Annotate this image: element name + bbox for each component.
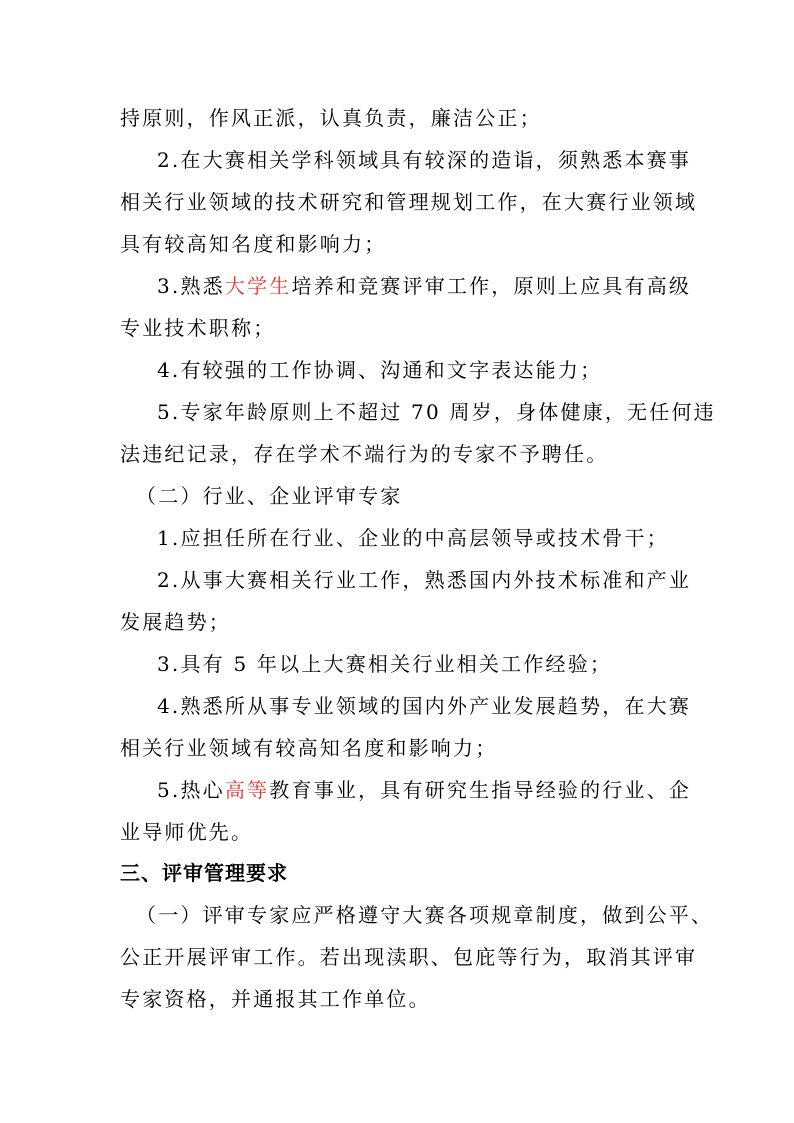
paragraph-line: 持原则，作风正派，认真负责，廉洁公正；: [120, 106, 542, 130]
paragraph-line: 4.有较强的工作协调、沟通和文字表达能力；: [157, 358, 603, 382]
paragraph-line: 专业技术职称；: [120, 316, 276, 340]
paragraph-line: 业导师优先。: [120, 820, 254, 844]
paragraph-line: 相关行业领域的技术研究和管理规划工作，在大赛行业领域: [120, 190, 698, 214]
section-heading: 三、评审管理要求: [120, 861, 288, 885]
section-subheading: （二）行业、企业评审专家: [136, 484, 403, 508]
paragraph-line: （一）评审专家应严格遵守大赛各项规章制度，做到公平、: [136, 903, 714, 927]
paragraph-line-highlighted: [157, 272, 691, 300]
paragraph-line: 5.专家年龄原则上不超过 70 周岁，身体健康，无任何违: [157, 400, 716, 424]
paragraph-line: 专家资格，并通报其工作单位。: [120, 987, 431, 1011]
line-text-pre: 3.熟悉: [157, 274, 225, 298]
paragraph-line: 具有较高知名度和影响力；: [120, 232, 387, 256]
paragraph-line-highlighted: [157, 776, 691, 804]
paragraph-line: 公正开展评审工作。若出现渎职、包庇等行为，取消其评审: [120, 945, 698, 969]
highlighted-text: 高等: [224, 778, 270, 802]
highlighted-text: 大学生: [224, 274, 292, 298]
paragraph-line: 2.在大赛相关学科领域具有较深的造诣，须熟悉本赛事: [157, 148, 692, 172]
paragraph-line: 4.熟悉所从事专业领域的国内外产业发展趋势，在大赛: [157, 694, 692, 718]
paragraph-line: 3.具有 5 年以上大赛相关行业相关工作经验；: [157, 652, 613, 676]
paragraph-line: 法违纪记录，存在学术不端行为的专家不予聘任。: [120, 442, 609, 466]
paragraph-line: 1.应担任所在行业、企业的中高层领导或技术骨干；: [157, 526, 669, 550]
line-text-post: 教育事业，具有研究生指导经验的行业、企: [269, 778, 692, 802]
line-text-pre: 5.热心: [157, 778, 225, 802]
paragraph-line: 相关行业领域有较高知名度和影响力；: [120, 736, 498, 760]
line-text-post: 培养和竞赛评审工作，原则上应具有高级: [291, 274, 692, 298]
paragraph-line: 2.从事大赛相关行业工作，熟悉国内外技术标准和产业: [157, 568, 692, 592]
paragraph-line: 发展趋势；: [120, 610, 231, 634]
